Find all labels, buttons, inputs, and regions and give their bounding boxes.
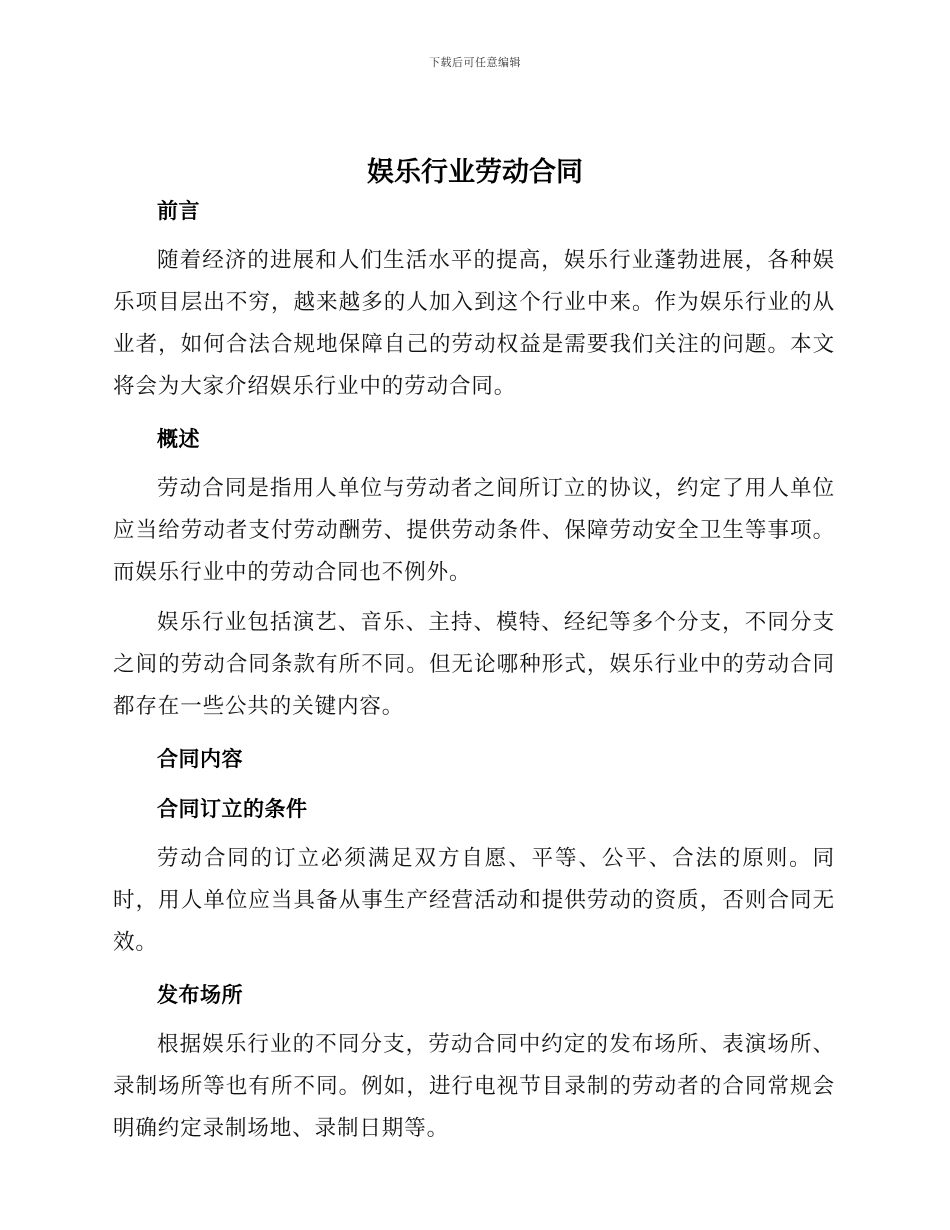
document-body (113, 190, 835, 1150)
header-note: 下载后可任意编辑 (429, 56, 521, 69)
section-heading-preface: 前言 (157, 199, 200, 223)
section-heading-contract-content: 合同内容 (157, 747, 243, 771)
section-heading-conditions: 合同订立的条件 (157, 797, 308, 821)
paragraph-overview-1: 劳动合同是指用人单位与劳动者之间所订立的协议，约定了用人单位应当给劳动者支付劳动酬劳、提供劳动条件、保障劳动安全卫生等事项。而娱乐行业中的劳动合同也不例外。 (113, 476, 835, 585)
section-heading-venue: 发布场所 (157, 983, 243, 1007)
paragraph-venue-1: 根据娱乐行业的不同分支，劳动合同中约定的发布场所、表演场所、录制场所等也有所不同。例如，进行电视节目录制的劳动者的合同常规会明确约定录制场地、录制日期等。 (113, 1032, 835, 1141)
paragraph-overview-2: 娱乐行业包括演艺、音乐、主持、模特、经纪等多个分支，不同分支之间的劳动合同条款有所不同。但无论哪种形式，娱乐行业中的劳动合同都存在一些公共的关键内容。 (113, 610, 835, 719)
section-heading-overview: 概述 (157, 427, 200, 451)
paragraph-preface-1: 随着经济的进展和人们生活水平的提高，娱乐行业蓬勃进展，各种娱乐项目层出不穷，越来越多的人加入到这个行业中来。作为娱乐行业的从业者，如何合法合规地保障自己的劳动权益是需要我们关注的问题。本文将会为大家介绍娱乐行业中的劳动合同。 (113, 248, 835, 399)
document-title: 娱乐行业劳动合同 (367, 157, 583, 188)
paragraph-conditions-1: 劳动合同的订立必须满足双方自愿、平等、公平、合法的原则。同时，用人单位应当具备从事生产经营活动和提供劳动的资质，否则合同无效。 (113, 846, 835, 955)
